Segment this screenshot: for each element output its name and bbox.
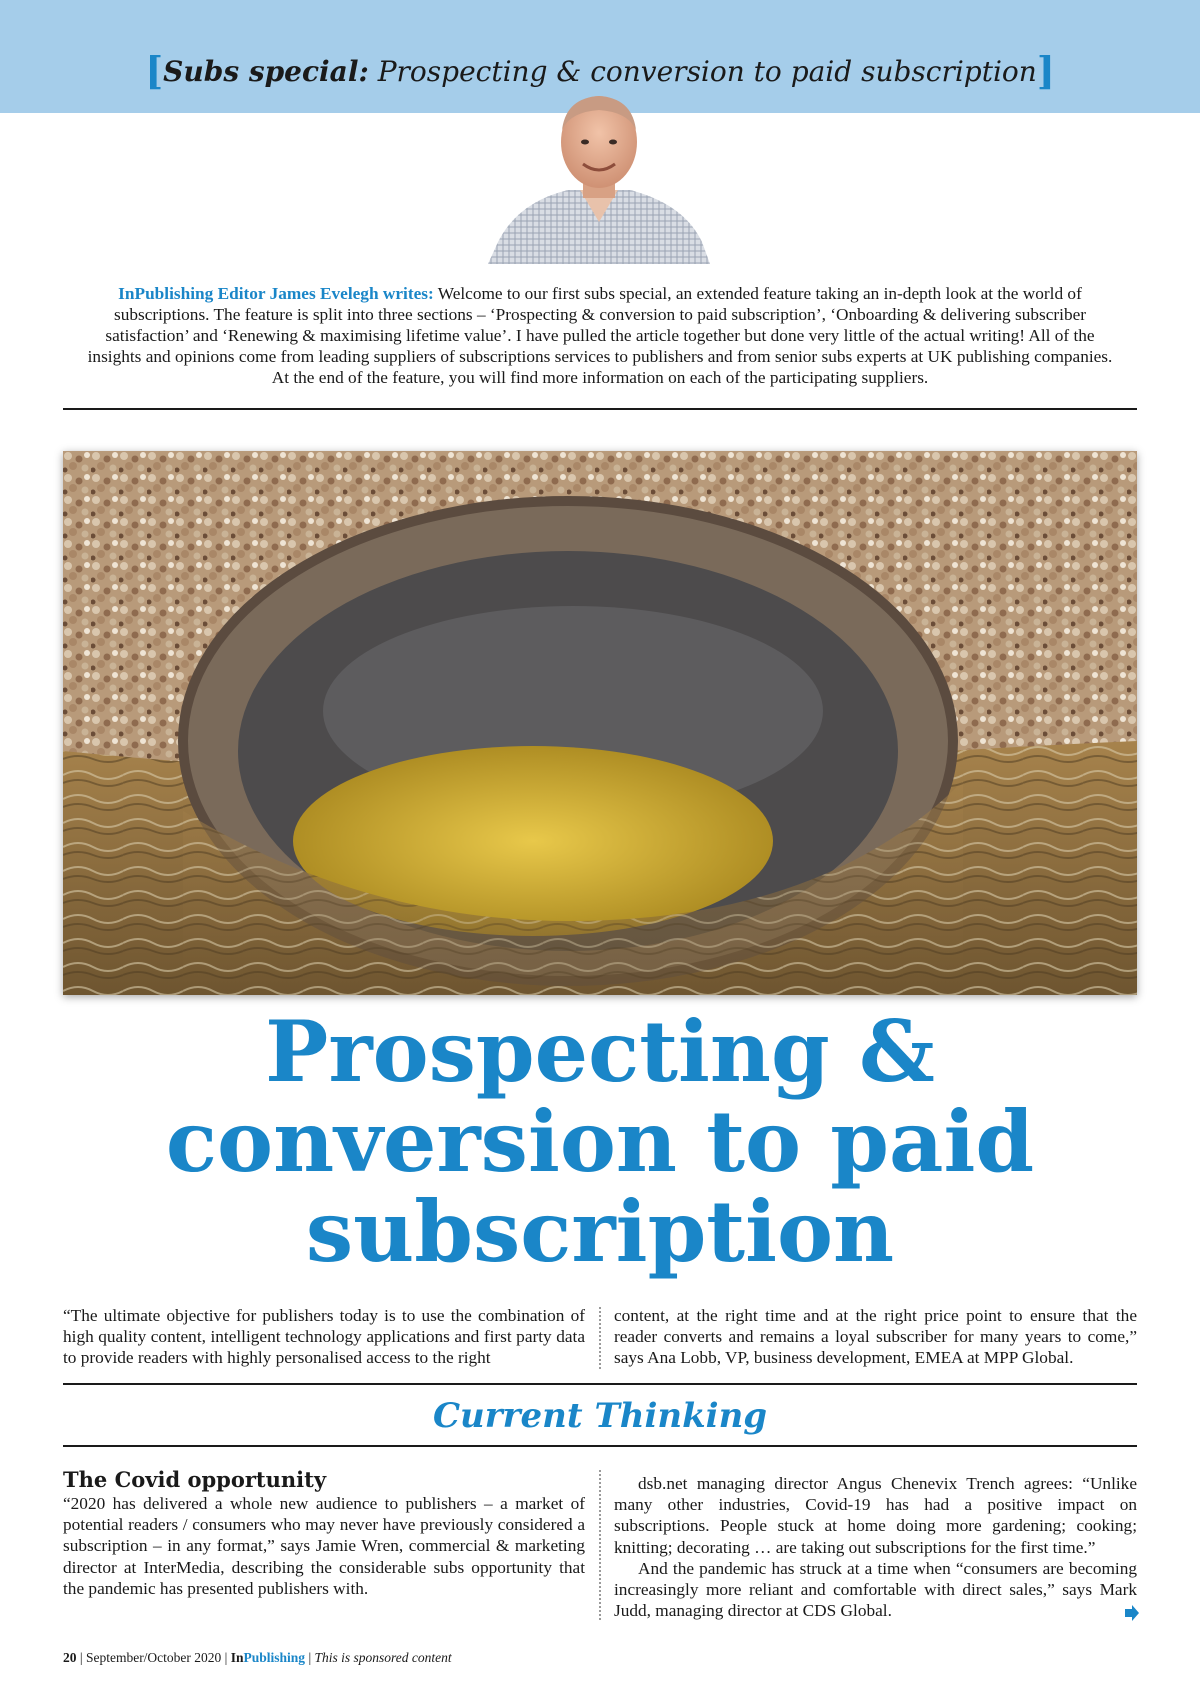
intro-paragraph (78, 283, 1122, 388)
intro-lead: InPublishing Editor James Evelegh writes: (118, 284, 434, 303)
header-title-bold: Subs special: (163, 55, 369, 88)
article-column-divider (599, 1470, 601, 1620)
article-left-column (63, 1467, 585, 1599)
footer-separator: | (224, 1650, 228, 1665)
header-title-rest: Prospecting & conversion to paid subscription (377, 55, 1037, 88)
headline-line-2: conversion to paid (165, 1092, 1035, 1191)
article-right-column (614, 1473, 1137, 1621)
headline (0, 1002, 1200, 1281)
bracket-open: [ (145, 48, 164, 93)
page-footer (63, 1650, 452, 1666)
brand-name-publishing: Publishing (243, 1650, 306, 1665)
gold-pan-photo (63, 451, 1137, 995)
section-title: Current Thinking (432, 1396, 768, 1436)
footer-separator: | (79, 1650, 83, 1665)
page-number: 20 (63, 1650, 77, 1665)
divider-rule (63, 408, 1137, 410)
quote-column-divider (599, 1307, 601, 1369)
section-rule-top (63, 1383, 1137, 1385)
headline-line-1: Prospecting & (265, 1002, 935, 1101)
continue-arrow-icon (1124, 1605, 1140, 1621)
footer-separator: | (308, 1650, 312, 1665)
brand-name-in: In (230, 1650, 244, 1665)
quote-left-column (63, 1305, 585, 1369)
headline-line-3: subscription (305, 1182, 895, 1281)
quote-left-text: “The ultimate objective for publishers today is to use the combination of high quality content, intelligent technology applications and first party data to provide readers with highly personalised access to the right (63, 1306, 585, 1368)
section-rule-bottom (63, 1445, 1137, 1447)
article-right-paragraph-1: dsb.net managing director Angus Chenevix Trench agrees: “Unlike many other industries, Covid-19 has had a positive impact on subscriptions. People stuck at home doing more gardening; cooking; knitting; decorating … are taking out subscriptions for the first time.” (614, 1474, 1137, 1557)
quote-right-column (614, 1305, 1137, 1369)
header-title (0, 48, 1200, 93)
issue-date: September/October 2020 (85, 1650, 222, 1665)
article-right-paragraph-2: And the pandemic has struck at a time when “consumers are becoming increasingly more reliant and comfortable with direct sales,” says Mark Judd, managing director at CDS Global. (614, 1558, 1137, 1621)
editor-portrait (488, 92, 710, 264)
sponsored-note: This is sponsored content (314, 1650, 452, 1665)
intro-text: Welcome to our first subs special, an extended feature taking an in-depth look at the world of subscriptions. The feature is split into three sections – ‘Prospecting & conversion to paid subscription’, ‘Onboarding & delivering subscriber satisfaction’ and ‘Renewing & maximising lifetime value’. I have pulled the article together but done very little of the actual writing! All of the insights and opinions come from leading suppliers of subscriptions services to publishers and from senior subs experts at UK publishing companies. At the end of the feature, you will find more information on each of the participating suppliers. (87, 284, 1113, 387)
quote-right-text: content, at the right time and at the right price point to ensure that the reader converts and remains a loyal subscriber for many years to come,” says Ana Lobb, VP, business development, EMEA at MPP Global. (614, 1306, 1137, 1368)
article-left-paragraph: “2020 has delivered a whole new audience to publishers – a market of potential readers / consumers who may never have previously considered a subscription – in any format,” says Jamie Wren, commercial & marketing director at InterMedia, describing the considerable subs opportunity that the pandemic has presented publishers with. (63, 1494, 585, 1598)
bracket-close: ] (1036, 48, 1055, 93)
article-subhead: The Covid opportunity (63, 1467, 327, 1492)
